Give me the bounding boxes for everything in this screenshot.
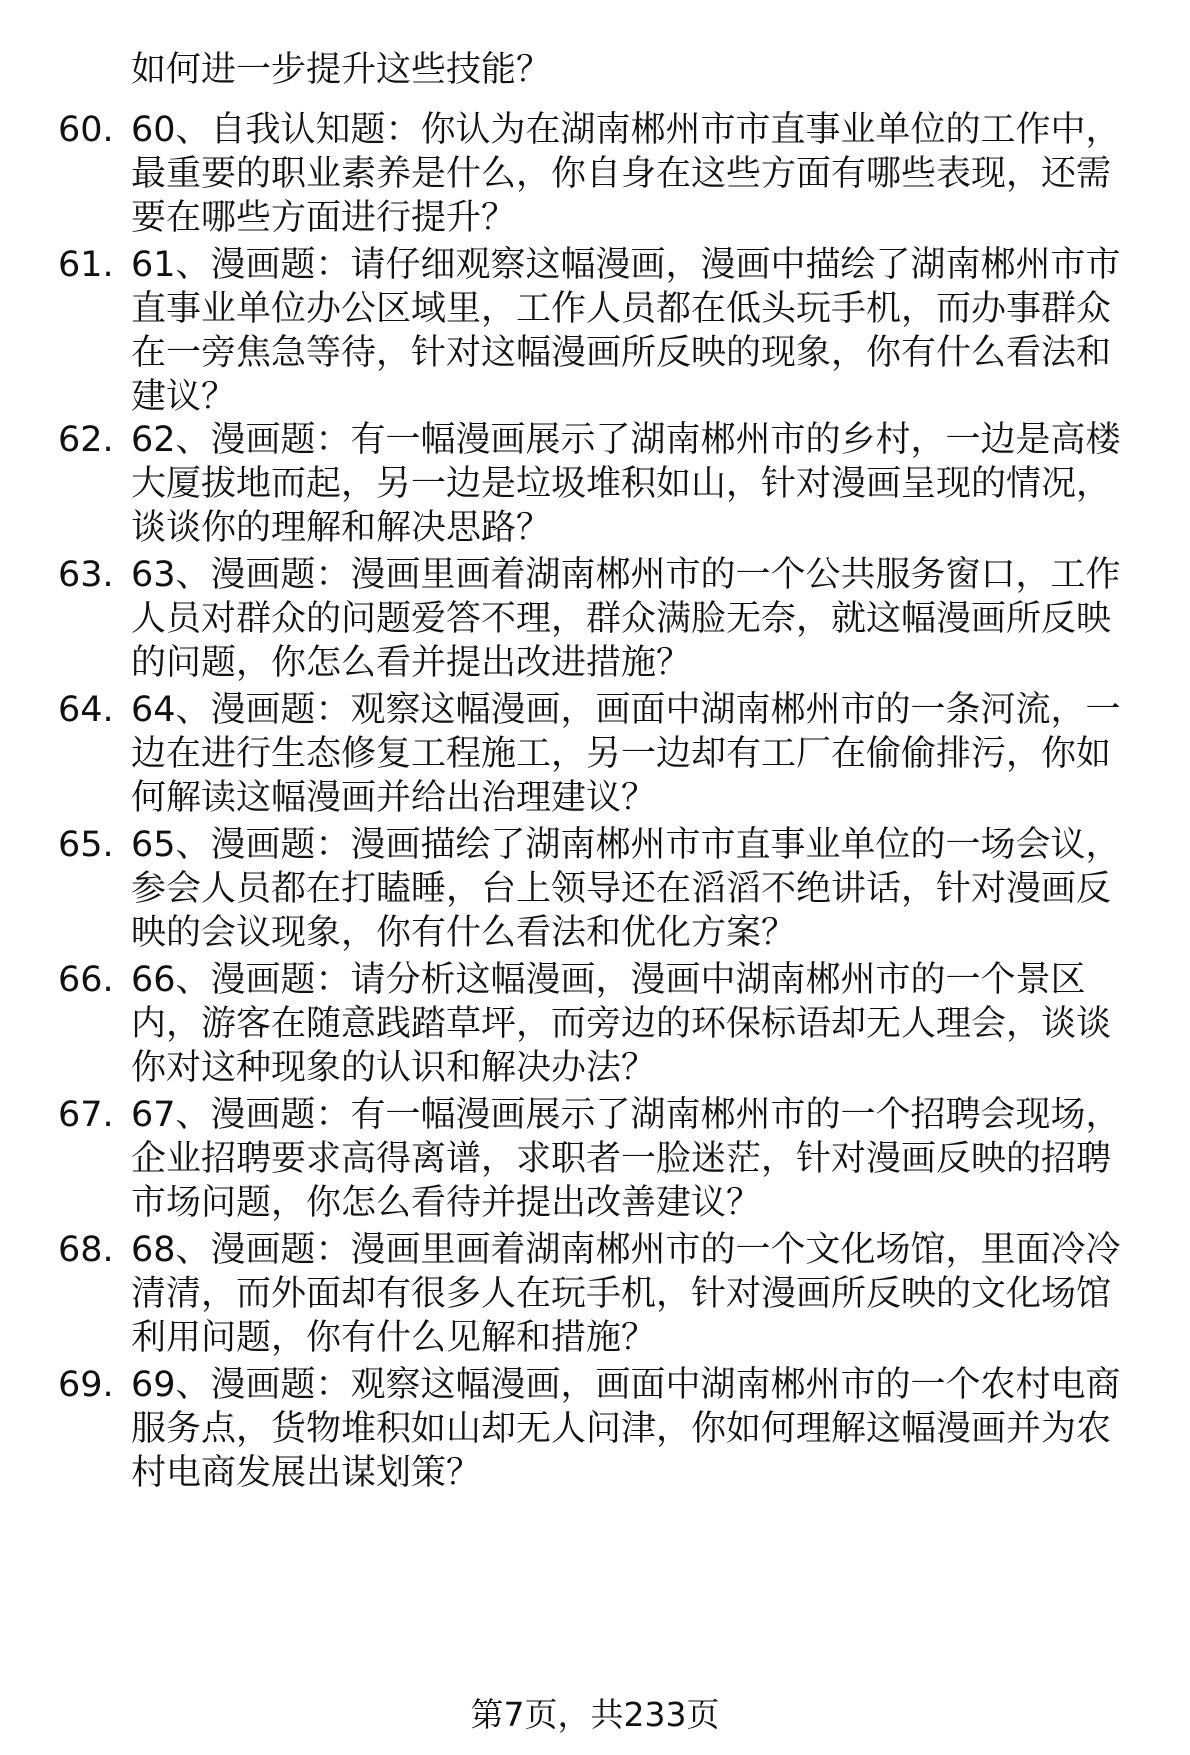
question-text-line: 67、漫画题：有一幅漫画展示了湖南郴州市的一个招聘会现场，	[131, 1095, 1121, 1135]
question-number: 61.	[58, 245, 114, 285]
previous-question-continuation: 如何进一步提升这些技能？	[131, 50, 552, 90]
question-text-line: 要在哪些方面进行提升？	[131, 198, 517, 238]
question-text-line: 参会人员都在打瞌睡，台上领导还在滔滔不绝讲话，针对漫画反	[131, 869, 1112, 909]
question-text-line: 直事业单位办公区域里，工作人员都在低头玩手机，而办事群众	[131, 289, 1112, 329]
question-text	[131, 1363, 1141, 1495]
question-text-line: 人员对群众的问题爱答不理，群众满脸无奈，就这幅漫画所反映	[131, 599, 1112, 639]
question-text-line: 64、漫画题：观察这幅漫画，画面中湖南郴州市的一条河流，一	[131, 690, 1121, 730]
question-text-line: 何解读这幅漫画并给出治理建议？	[131, 778, 657, 818]
question-number: 68.	[58, 1230, 114, 1270]
question-text-line: 63、漫画题：漫画里画着湖南郴州市的一个公共服务窗口，工作	[131, 555, 1121, 595]
question-text-line: 服务点，货物堆积如山却无人问津，你如何理解这幅漫画并为农	[131, 1409, 1112, 1449]
question-text-line: 68、漫画题：漫画里画着湖南郴州市的一个文化场馆，里面冷冷	[131, 1230, 1121, 1270]
question-text-line: 企业招聘要求高得离谱，求职者一脸迷茫，针对漫画反映的招聘	[131, 1139, 1112, 1179]
question-text-line: 61、漫画题：请仔细观察这幅漫画，漫画中描绘了湖南郴州市市	[131, 245, 1121, 285]
question-text-line: 60、自我认知题：你认为在湖南郴州市市直事业单位的工作中，	[131, 110, 1121, 150]
question-text	[131, 823, 1141, 955]
page-number-footer: 第7页，共233页	[470, 1695, 720, 1734]
question-text	[131, 1228, 1141, 1360]
question-text	[131, 553, 1141, 685]
question-text-line: 映的会议现象，你有什么看法和优化方案？	[131, 913, 797, 953]
question-text-line: 在一旁焦急等待，针对这幅漫画所反映的现象，你有什么看法和	[131, 333, 1112, 373]
question-text-line: 的问题，你怎么看并提出改进措施？	[131, 643, 692, 683]
question-number: 62.	[58, 420, 114, 460]
question-number: 66.	[58, 960, 114, 1000]
question-text-line: 谈谈你的理解和解决思路？	[131, 508, 552, 548]
question-text-line: 69、漫画题：观察这幅漫画，画面中湖南郴州市的一个农村电商	[131, 1365, 1121, 1405]
question-number: 64.	[58, 690, 114, 730]
question-text	[131, 418, 1141, 550]
question-text	[131, 108, 1141, 240]
question-text-line: 大厦拔地而起，另一边是垃圾堆积如山，针对漫画呈现的情况，	[131, 464, 1112, 504]
question-text-line: 最重要的职业素养是什么，你自身在这些方面有哪些表现，还需	[131, 154, 1112, 194]
question-text-line: 市场问题，你怎么看待并提出改善建议？	[131, 1183, 762, 1223]
question-text	[131, 958, 1141, 1090]
question-number: 60.	[58, 110, 114, 150]
question-text-line: 65、漫画题：漫画描绘了湖南郴州市市直事业单位的一场会议，	[131, 825, 1121, 865]
question-text-line: 利用问题，你有什么见解和措施？	[131, 1318, 657, 1358]
question-number: 65.	[58, 825, 114, 865]
question-text-line: 62、漫画题：有一幅漫画展示了湖南郴州市的乡村，一边是高楼	[131, 420, 1121, 460]
question-text-line: 村电商发展出谋划策？	[131, 1453, 482, 1493]
question-text-line: 内，游客在随意践踏草坪，而旁边的环保标语却无人理会，谈谈	[131, 1004, 1112, 1044]
question-text	[131, 243, 1141, 419]
question-text	[131, 1093, 1141, 1225]
question-number: 69.	[58, 1365, 114, 1405]
question-text-line: 边在进行生态修复工程施工，另一边却有工厂在偷偷排污，你如	[131, 734, 1112, 774]
question-text	[131, 688, 1141, 820]
question-number: 67.	[58, 1095, 114, 1135]
question-number: 63.	[58, 555, 114, 595]
question-text-line: 建议？	[131, 377, 237, 417]
question-text-line: 清清，而外面却有很多人在玩手机，针对漫画所反映的文化场馆	[131, 1274, 1112, 1314]
question-text-line: 66、漫画题：请分析这幅漫画，漫画中湖南郴州市的一个景区	[131, 960, 1086, 1000]
question-text-line: 你对这种现象的认识和解决办法？	[131, 1048, 657, 1088]
